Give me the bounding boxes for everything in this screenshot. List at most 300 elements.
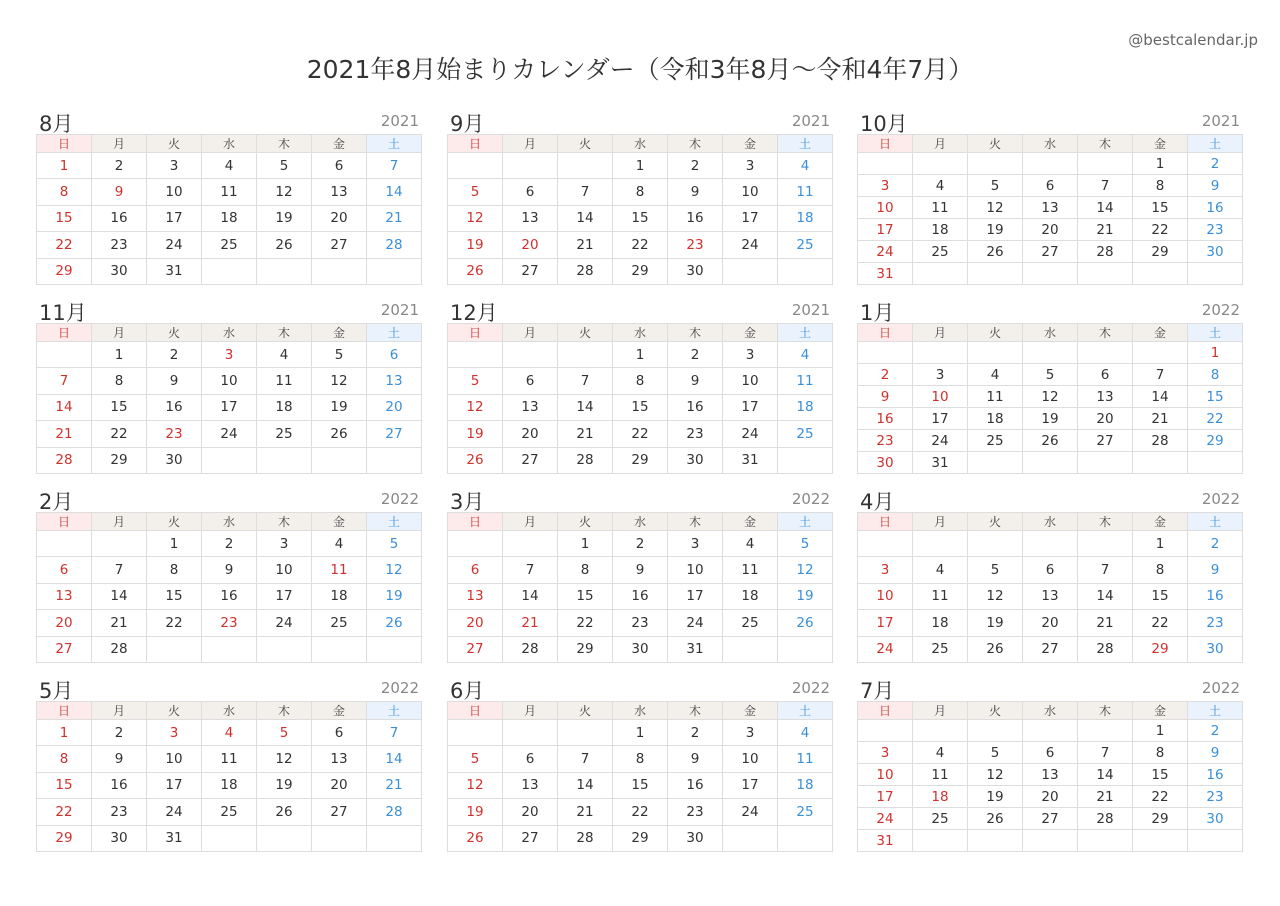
month-name: 11月 (39, 301, 87, 325)
day-cell: 27 (1023, 808, 1078, 830)
weekday-header: 火 (147, 513, 202, 531)
day-cell: 20 (1023, 786, 1078, 808)
day-cell: 14 (92, 583, 147, 609)
day-cell: 28 (92, 636, 147, 662)
day-cell: 21 (1078, 786, 1133, 808)
site-credit: @bestcalendar.jp (1128, 31, 1258, 49)
month-name: 2月 (39, 490, 74, 514)
weekday-header-row (858, 135, 1243, 153)
day-cell: 11 (778, 368, 833, 394)
day-cell: 26 (257, 799, 312, 825)
day-cell: 6 (503, 746, 558, 772)
day-cell: 16 (1188, 197, 1243, 219)
week-row (858, 197, 1243, 219)
day-cell: 11 (257, 368, 312, 394)
day-cell: 2 (613, 531, 668, 557)
day-cell: 24 (147, 232, 202, 258)
day-cell: 21 (1078, 610, 1133, 636)
weekday-header: 水 (613, 513, 668, 531)
day-cell: 7 (1078, 742, 1133, 764)
day-cell: 15 (92, 394, 147, 420)
empty-cell (723, 825, 778, 851)
day-cell: 20 (1023, 219, 1078, 241)
month-header (857, 108, 1243, 134)
day-cell: 12 (312, 368, 367, 394)
weekday-header: 月 (503, 324, 558, 342)
day-cell: 28 (367, 232, 422, 258)
day-cell: 3 (723, 342, 778, 368)
day-cell: 19 (312, 394, 367, 420)
day-cell: 26 (448, 447, 503, 473)
day-cell: 30 (1188, 636, 1243, 662)
day-cell: 15 (613, 205, 668, 231)
empty-cell (257, 258, 312, 284)
day-cell: 24 (913, 430, 968, 452)
empty-cell (367, 825, 422, 851)
day-cell: 9 (92, 746, 147, 772)
weekday-header: 木 (668, 702, 723, 720)
month-calendar (36, 675, 422, 850)
empty-cell (968, 720, 1023, 742)
day-cell: 17 (858, 219, 913, 241)
day-cell: 13 (1023, 583, 1078, 609)
day-cell: 16 (202, 583, 257, 609)
month-name: 6月 (450, 679, 485, 703)
day-cell: 29 (1133, 241, 1188, 263)
empty-cell (202, 825, 257, 851)
day-cell: 3 (147, 153, 202, 179)
day-cell: 13 (448, 583, 503, 609)
weekday-header: 月 (503, 702, 558, 720)
week-row (37, 557, 422, 583)
day-cell: 5 (257, 153, 312, 179)
month-table (447, 323, 833, 474)
empty-cell (312, 636, 367, 662)
day-cell: 29 (613, 258, 668, 284)
empty-cell (1133, 452, 1188, 474)
page-title: 2021年8月始まりカレンダー（令和3年8月〜令和4年7月） (306, 55, 974, 84)
day-cell: 25 (913, 241, 968, 263)
empty-cell (1078, 720, 1133, 742)
empty-cell (913, 153, 968, 175)
day-cell: 21 (367, 205, 422, 231)
empty-cell (968, 452, 1023, 474)
day-cell: 16 (668, 394, 723, 420)
month-year: 2022 (380, 490, 419, 508)
empty-cell (913, 531, 968, 557)
day-cell: 28 (37, 447, 92, 473)
weekday-header: 金 (723, 324, 778, 342)
day-cell: 22 (558, 610, 613, 636)
day-cell: 20 (503, 232, 558, 258)
day-cell: 16 (668, 772, 723, 798)
day-cell: 26 (968, 636, 1023, 662)
month-year: 2021 (791, 301, 830, 319)
weekday-header: 木 (1078, 513, 1133, 531)
month-calendar (857, 108, 1243, 283)
empty-cell (858, 531, 913, 557)
day-cell: 10 (858, 764, 913, 786)
month-year: 2021 (791, 112, 830, 130)
month-header (36, 486, 422, 512)
day-cell: 16 (1188, 583, 1243, 609)
day-cell: 9 (858, 386, 913, 408)
weekday-header: 水 (1023, 702, 1078, 720)
weekday-header: 火 (968, 702, 1023, 720)
weekday-header-row (858, 702, 1243, 720)
weekday-header: 土 (1188, 702, 1243, 720)
day-cell: 6 (367, 342, 422, 368)
empty-cell (913, 263, 968, 285)
day-cell: 14 (367, 746, 422, 772)
day-cell: 29 (613, 447, 668, 473)
day-cell: 2 (858, 364, 913, 386)
empty-cell (1023, 830, 1078, 852)
day-cell: 3 (257, 531, 312, 557)
month-year: 2022 (1201, 490, 1240, 508)
empty-cell (312, 258, 367, 284)
empty-cell (503, 342, 558, 368)
week-row (448, 394, 833, 420)
month-header (857, 486, 1243, 512)
day-cell: 1 (613, 153, 668, 179)
day-cell: 31 (147, 825, 202, 851)
day-cell: 10 (202, 368, 257, 394)
day-cell: 8 (1133, 175, 1188, 197)
day-cell: 4 (312, 531, 367, 557)
weekday-header: 金 (312, 513, 367, 531)
weekday-header: 火 (968, 513, 1023, 531)
day-cell: 18 (312, 583, 367, 609)
day-cell: 25 (723, 610, 778, 636)
empty-cell (723, 258, 778, 284)
day-cell: 12 (968, 583, 1023, 609)
weekday-header: 土 (1188, 324, 1243, 342)
day-cell: 10 (147, 746, 202, 772)
month-year: 2022 (380, 679, 419, 697)
empty-cell (1078, 830, 1133, 852)
weekday-header: 火 (558, 324, 613, 342)
day-cell: 11 (778, 746, 833, 772)
empty-cell (1078, 153, 1133, 175)
week-row (858, 786, 1243, 808)
day-cell: 11 (913, 764, 968, 786)
week-row (448, 825, 833, 851)
empty-cell (1133, 263, 1188, 285)
weekday-header-row (37, 513, 422, 531)
month-header (447, 297, 833, 323)
day-cell: 1 (613, 720, 668, 746)
week-row (37, 153, 422, 179)
day-cell: 2 (202, 531, 257, 557)
day-cell: 1 (1188, 342, 1243, 364)
day-cell: 22 (1133, 219, 1188, 241)
day-cell: 17 (147, 205, 202, 231)
weekday-header: 土 (367, 513, 422, 531)
day-cell: 28 (367, 799, 422, 825)
weekday-header: 土 (1188, 135, 1243, 153)
week-row (858, 364, 1243, 386)
day-cell: 17 (668, 583, 723, 609)
day-cell: 14 (1133, 386, 1188, 408)
weekday-header: 月 (92, 135, 147, 153)
day-cell: 20 (367, 394, 422, 420)
empty-cell (312, 825, 367, 851)
empty-cell (37, 342, 92, 368)
day-cell: 30 (92, 825, 147, 851)
day-cell: 27 (312, 799, 367, 825)
day-cell: 25 (778, 421, 833, 447)
day-cell: 26 (257, 232, 312, 258)
weekday-header: 日 (37, 513, 92, 531)
day-cell: 1 (147, 531, 202, 557)
day-cell: 17 (723, 772, 778, 798)
day-cell: 10 (668, 557, 723, 583)
day-cell: 15 (1133, 764, 1188, 786)
day-cell: 14 (503, 583, 558, 609)
day-cell: 7 (92, 557, 147, 583)
weekday-header: 月 (92, 702, 147, 720)
month-table (36, 701, 422, 852)
day-cell: 13 (367, 368, 422, 394)
week-row (37, 720, 422, 746)
day-cell: 14 (37, 394, 92, 420)
day-cell: 9 (1188, 557, 1243, 583)
day-cell: 27 (1078, 430, 1133, 452)
day-cell: 4 (778, 153, 833, 179)
day-cell: 12 (448, 205, 503, 231)
day-cell: 13 (1078, 386, 1133, 408)
empty-cell (503, 531, 558, 557)
day-cell: 29 (1188, 430, 1243, 452)
weekday-header: 月 (913, 702, 968, 720)
day-cell: 18 (723, 583, 778, 609)
weekday-header: 月 (503, 135, 558, 153)
day-cell: 8 (1133, 742, 1188, 764)
weekday-header: 日 (858, 135, 913, 153)
day-cell: 4 (202, 720, 257, 746)
day-cell: 29 (613, 825, 668, 851)
day-cell: 13 (1023, 764, 1078, 786)
week-row (448, 179, 833, 205)
day-cell: 8 (558, 557, 613, 583)
week-row (448, 557, 833, 583)
day-cell: 19 (778, 583, 833, 609)
weekday-header-row (37, 324, 422, 342)
day-cell: 22 (37, 799, 92, 825)
empty-cell (37, 531, 92, 557)
weekday-header-row (858, 324, 1243, 342)
weekday-header: 木 (1078, 135, 1133, 153)
weekday-header-row (37, 702, 422, 720)
week-row (37, 583, 422, 609)
month-name: 3月 (450, 490, 485, 514)
day-cell: 28 (1078, 808, 1133, 830)
empty-cell (1023, 263, 1078, 285)
weekday-header: 土 (367, 135, 422, 153)
empty-cell (202, 258, 257, 284)
day-cell: 15 (147, 583, 202, 609)
day-cell: 29 (37, 258, 92, 284)
day-cell: 19 (257, 772, 312, 798)
day-cell: 12 (1023, 386, 1078, 408)
weekday-header: 日 (858, 702, 913, 720)
day-cell: 25 (202, 232, 257, 258)
day-cell: 7 (503, 557, 558, 583)
day-cell: 25 (778, 799, 833, 825)
day-cell: 20 (503, 421, 558, 447)
day-cell: 6 (503, 179, 558, 205)
month-year: 2021 (380, 112, 419, 130)
day-cell: 11 (913, 197, 968, 219)
day-cell: 24 (257, 610, 312, 636)
weekday-header: 日 (448, 324, 503, 342)
day-cell: 17 (913, 408, 968, 430)
day-cell: 13 (503, 394, 558, 420)
day-cell: 23 (202, 610, 257, 636)
empty-cell (503, 720, 558, 746)
empty-cell (367, 636, 422, 662)
day-cell: 29 (92, 447, 147, 473)
weekday-header: 火 (147, 324, 202, 342)
empty-cell (448, 342, 503, 368)
day-cell: 23 (147, 421, 202, 447)
day-cell: 5 (367, 531, 422, 557)
weekday-header: 金 (1133, 324, 1188, 342)
day-cell: 3 (147, 720, 202, 746)
day-cell: 18 (913, 786, 968, 808)
empty-cell (257, 636, 312, 662)
week-row (448, 610, 833, 636)
day-cell: 14 (1078, 583, 1133, 609)
day-cell: 2 (1188, 720, 1243, 742)
day-cell: 15 (37, 205, 92, 231)
day-cell: 19 (257, 205, 312, 231)
week-row (448, 153, 833, 179)
day-cell: 27 (503, 258, 558, 284)
empty-cell (257, 447, 312, 473)
day-cell: 6 (1023, 175, 1078, 197)
week-row (448, 342, 833, 368)
empty-cell (1078, 342, 1133, 364)
day-cell: 11 (913, 583, 968, 609)
day-cell: 3 (858, 557, 913, 583)
day-cell: 18 (913, 610, 968, 636)
day-cell: 21 (1133, 408, 1188, 430)
day-cell: 29 (558, 636, 613, 662)
day-cell: 25 (968, 430, 1023, 452)
week-row (37, 610, 422, 636)
day-cell: 2 (668, 720, 723, 746)
day-cell: 21 (503, 610, 558, 636)
day-cell: 10 (858, 197, 913, 219)
month-name: 9月 (450, 112, 485, 136)
empty-cell (1133, 342, 1188, 364)
empty-cell (92, 531, 147, 557)
day-cell: 27 (448, 636, 503, 662)
day-cell: 28 (558, 825, 613, 851)
day-cell: 23 (858, 430, 913, 452)
month-calendar (857, 675, 1243, 850)
day-cell: 10 (913, 386, 968, 408)
day-cell: 3 (723, 153, 778, 179)
week-row (37, 258, 422, 284)
week-row (37, 531, 422, 557)
weekday-header: 金 (1133, 702, 1188, 720)
day-cell: 13 (503, 205, 558, 231)
day-cell: 21 (558, 421, 613, 447)
day-cell: 18 (778, 394, 833, 420)
day-cell: 9 (1188, 175, 1243, 197)
day-cell: 8 (1188, 364, 1243, 386)
empty-cell (968, 531, 1023, 557)
month-header (857, 675, 1243, 701)
day-cell: 2 (668, 342, 723, 368)
day-cell: 4 (778, 342, 833, 368)
day-cell: 2 (668, 153, 723, 179)
day-cell: 20 (1023, 610, 1078, 636)
weekday-header: 木 (1078, 702, 1133, 720)
day-cell: 5 (448, 179, 503, 205)
empty-cell (1078, 531, 1133, 557)
week-row (858, 430, 1243, 452)
empty-cell (858, 342, 913, 364)
weekday-header: 木 (257, 513, 312, 531)
day-cell: 10 (257, 557, 312, 583)
weekday-header: 水 (1023, 135, 1078, 153)
day-cell: 2 (92, 153, 147, 179)
day-cell: 21 (92, 610, 147, 636)
week-row (858, 408, 1243, 430)
day-cell: 30 (668, 825, 723, 851)
weekday-header: 日 (37, 324, 92, 342)
day-cell: 1 (1133, 531, 1188, 557)
month-name: 10月 (860, 112, 908, 136)
week-row (448, 368, 833, 394)
month-table (36, 134, 422, 285)
day-cell: 20 (503, 799, 558, 825)
day-cell: 2 (147, 342, 202, 368)
weekday-header: 土 (778, 135, 833, 153)
month-name: 8月 (39, 112, 74, 136)
empty-cell (1078, 452, 1133, 474)
day-cell: 1 (1133, 153, 1188, 175)
day-cell: 19 (448, 232, 503, 258)
month-calendar (447, 486, 833, 661)
week-row (858, 263, 1243, 285)
day-cell: 30 (1188, 808, 1243, 830)
day-cell: 30 (92, 258, 147, 284)
day-cell: 4 (913, 557, 968, 583)
month-header (447, 486, 833, 512)
week-row (37, 772, 422, 798)
day-cell: 12 (367, 557, 422, 583)
day-cell: 16 (92, 772, 147, 798)
day-cell: 19 (367, 583, 422, 609)
empty-cell (1188, 263, 1243, 285)
day-cell: 15 (613, 772, 668, 798)
day-cell: 15 (1188, 386, 1243, 408)
day-cell: 5 (448, 746, 503, 772)
empty-cell (913, 830, 968, 852)
week-row (448, 258, 833, 284)
week-row (858, 636, 1243, 662)
day-cell: 29 (37, 825, 92, 851)
day-cell: 31 (723, 447, 778, 473)
day-cell: 18 (202, 205, 257, 231)
day-cell: 13 (1023, 197, 1078, 219)
day-cell: 22 (92, 421, 147, 447)
